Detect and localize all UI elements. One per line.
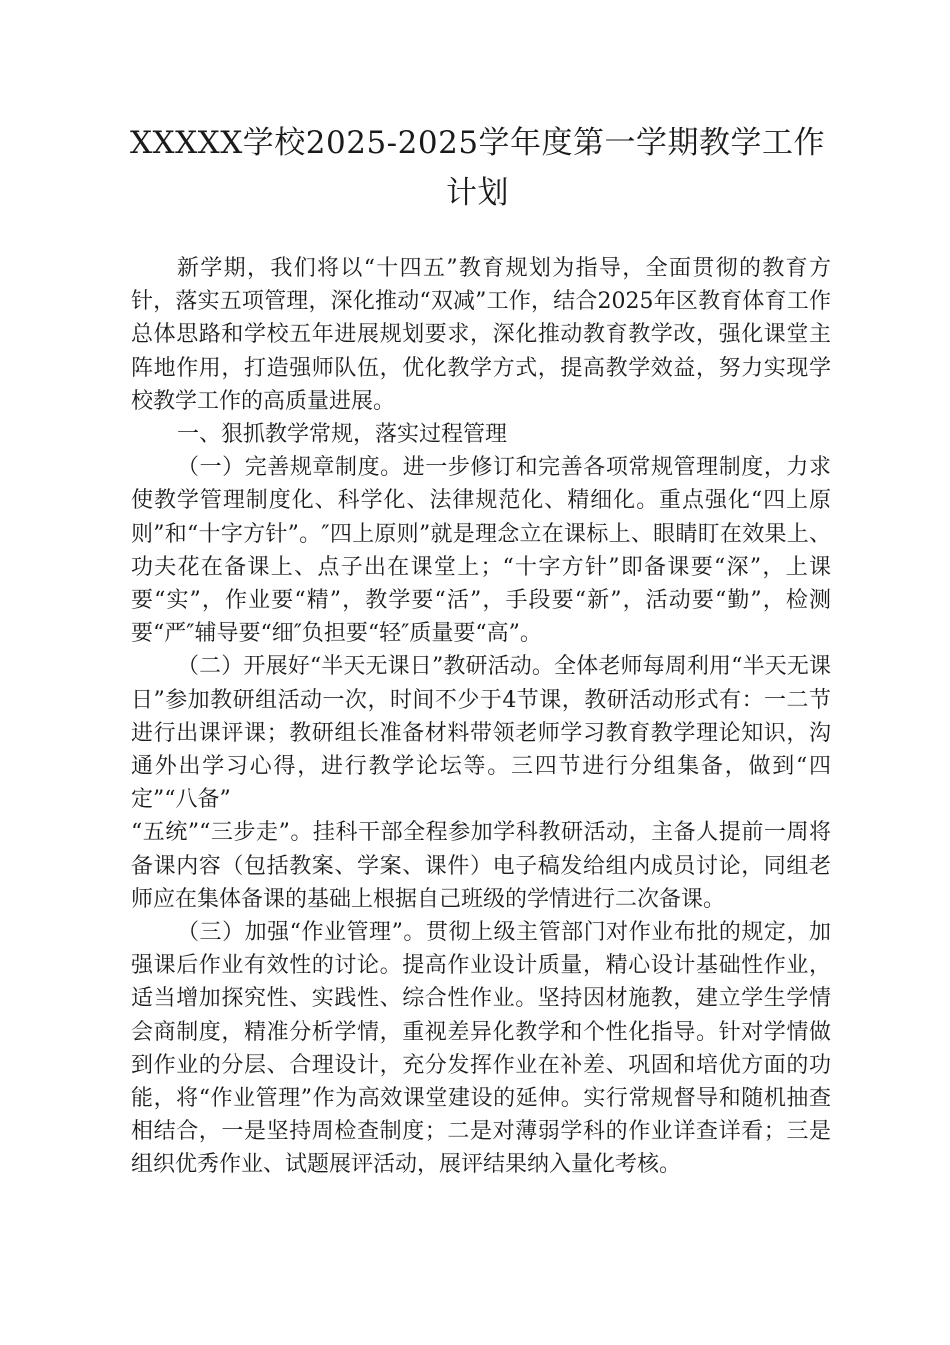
document-title: XXXXX学校2025-2025学年度第一学期教学工作计划 (129, 125, 826, 211)
paragraph-rules: （一）完善规章制度。进一步修订和完善各项常规管理制度，力求使教学管理制度化、科学化、法律规范化、精细化。重点强化“四上原则”和“十字方针”。″四上原则”就是理念立在课标上、眼睛盯在效果上、功夫花在备课上、点子出在课堂上；“十字方针”即备课要“深”，上课要“实”，作业要“精”，教学要“活”，手段要“新”，活动要“勤”，检测要“严″辅导要“细″负担要“轻″质量要“高”。 (131, 455, 831, 647)
paragraph-research: （二）开展好“半天无课日”教研活动。全体老师每周利用“半天无课日”参加教研组活动一次，时间不少于4节课，教研活动形式有：一二节进行出课评课；教研组长准备材料带领老师学习教育教学理论知识，沟通外出学习心得，进行教学论坛等。三四节进行分组集备，做到“四定”“八备” (131, 654, 831, 813)
paragraph-research-continued: “五统”“三步走”。挂科干部全程参加学科教研活动，主备人提前一周将备课内容（包括教案、学案、课件）电子稿发给组内成员讨论，同组老师应在集体备课的基础上根据自己班级的学情进行二次备课。 (131, 820, 831, 912)
section-heading-1: 一、狠抓教学常规，落实过程管理 (177, 422, 508, 448)
intro-paragraph: 新学期，我们将以“十四五”教育规划为指导，全面贯彻的教育方针，落实五项管理，深化推动“双减”工作，结合2025年区教育体育工作总体思路和学校五年进展规划要求，深化推动教育教学改，强化课堂主阵地作用，打造强师队伍，优化教学方式，提高教学效益，努力实现学校教学工作的高质量进展。 (131, 256, 831, 414)
document-body (131, 252, 831, 1182)
paragraph-homework: （三）加强“作业管理”。贯彻上级主管部门对作业布批的规定，加强课后作业有效性的讨论。提高作业设计质量，精心设计基础性作业，适当增加探究性、实践性、综合性作业。坚持因材施教，建立学生学情会商制度，精准分析学情，重视差异化教学和个性化指导。针对学情做到作业的分层、合理设计，充分发挥作业在补差、巩固和培优方面的功能，将“作业管理”作为高效课堂建设的延伸。实行常规督导和随机抽查相结合，一是坚持周检查制度；二是对薄弱学科的作业详查详看；三是组织优秀作业、试题展评活动，展评结果纳入量化考核。 (131, 920, 831, 1178)
